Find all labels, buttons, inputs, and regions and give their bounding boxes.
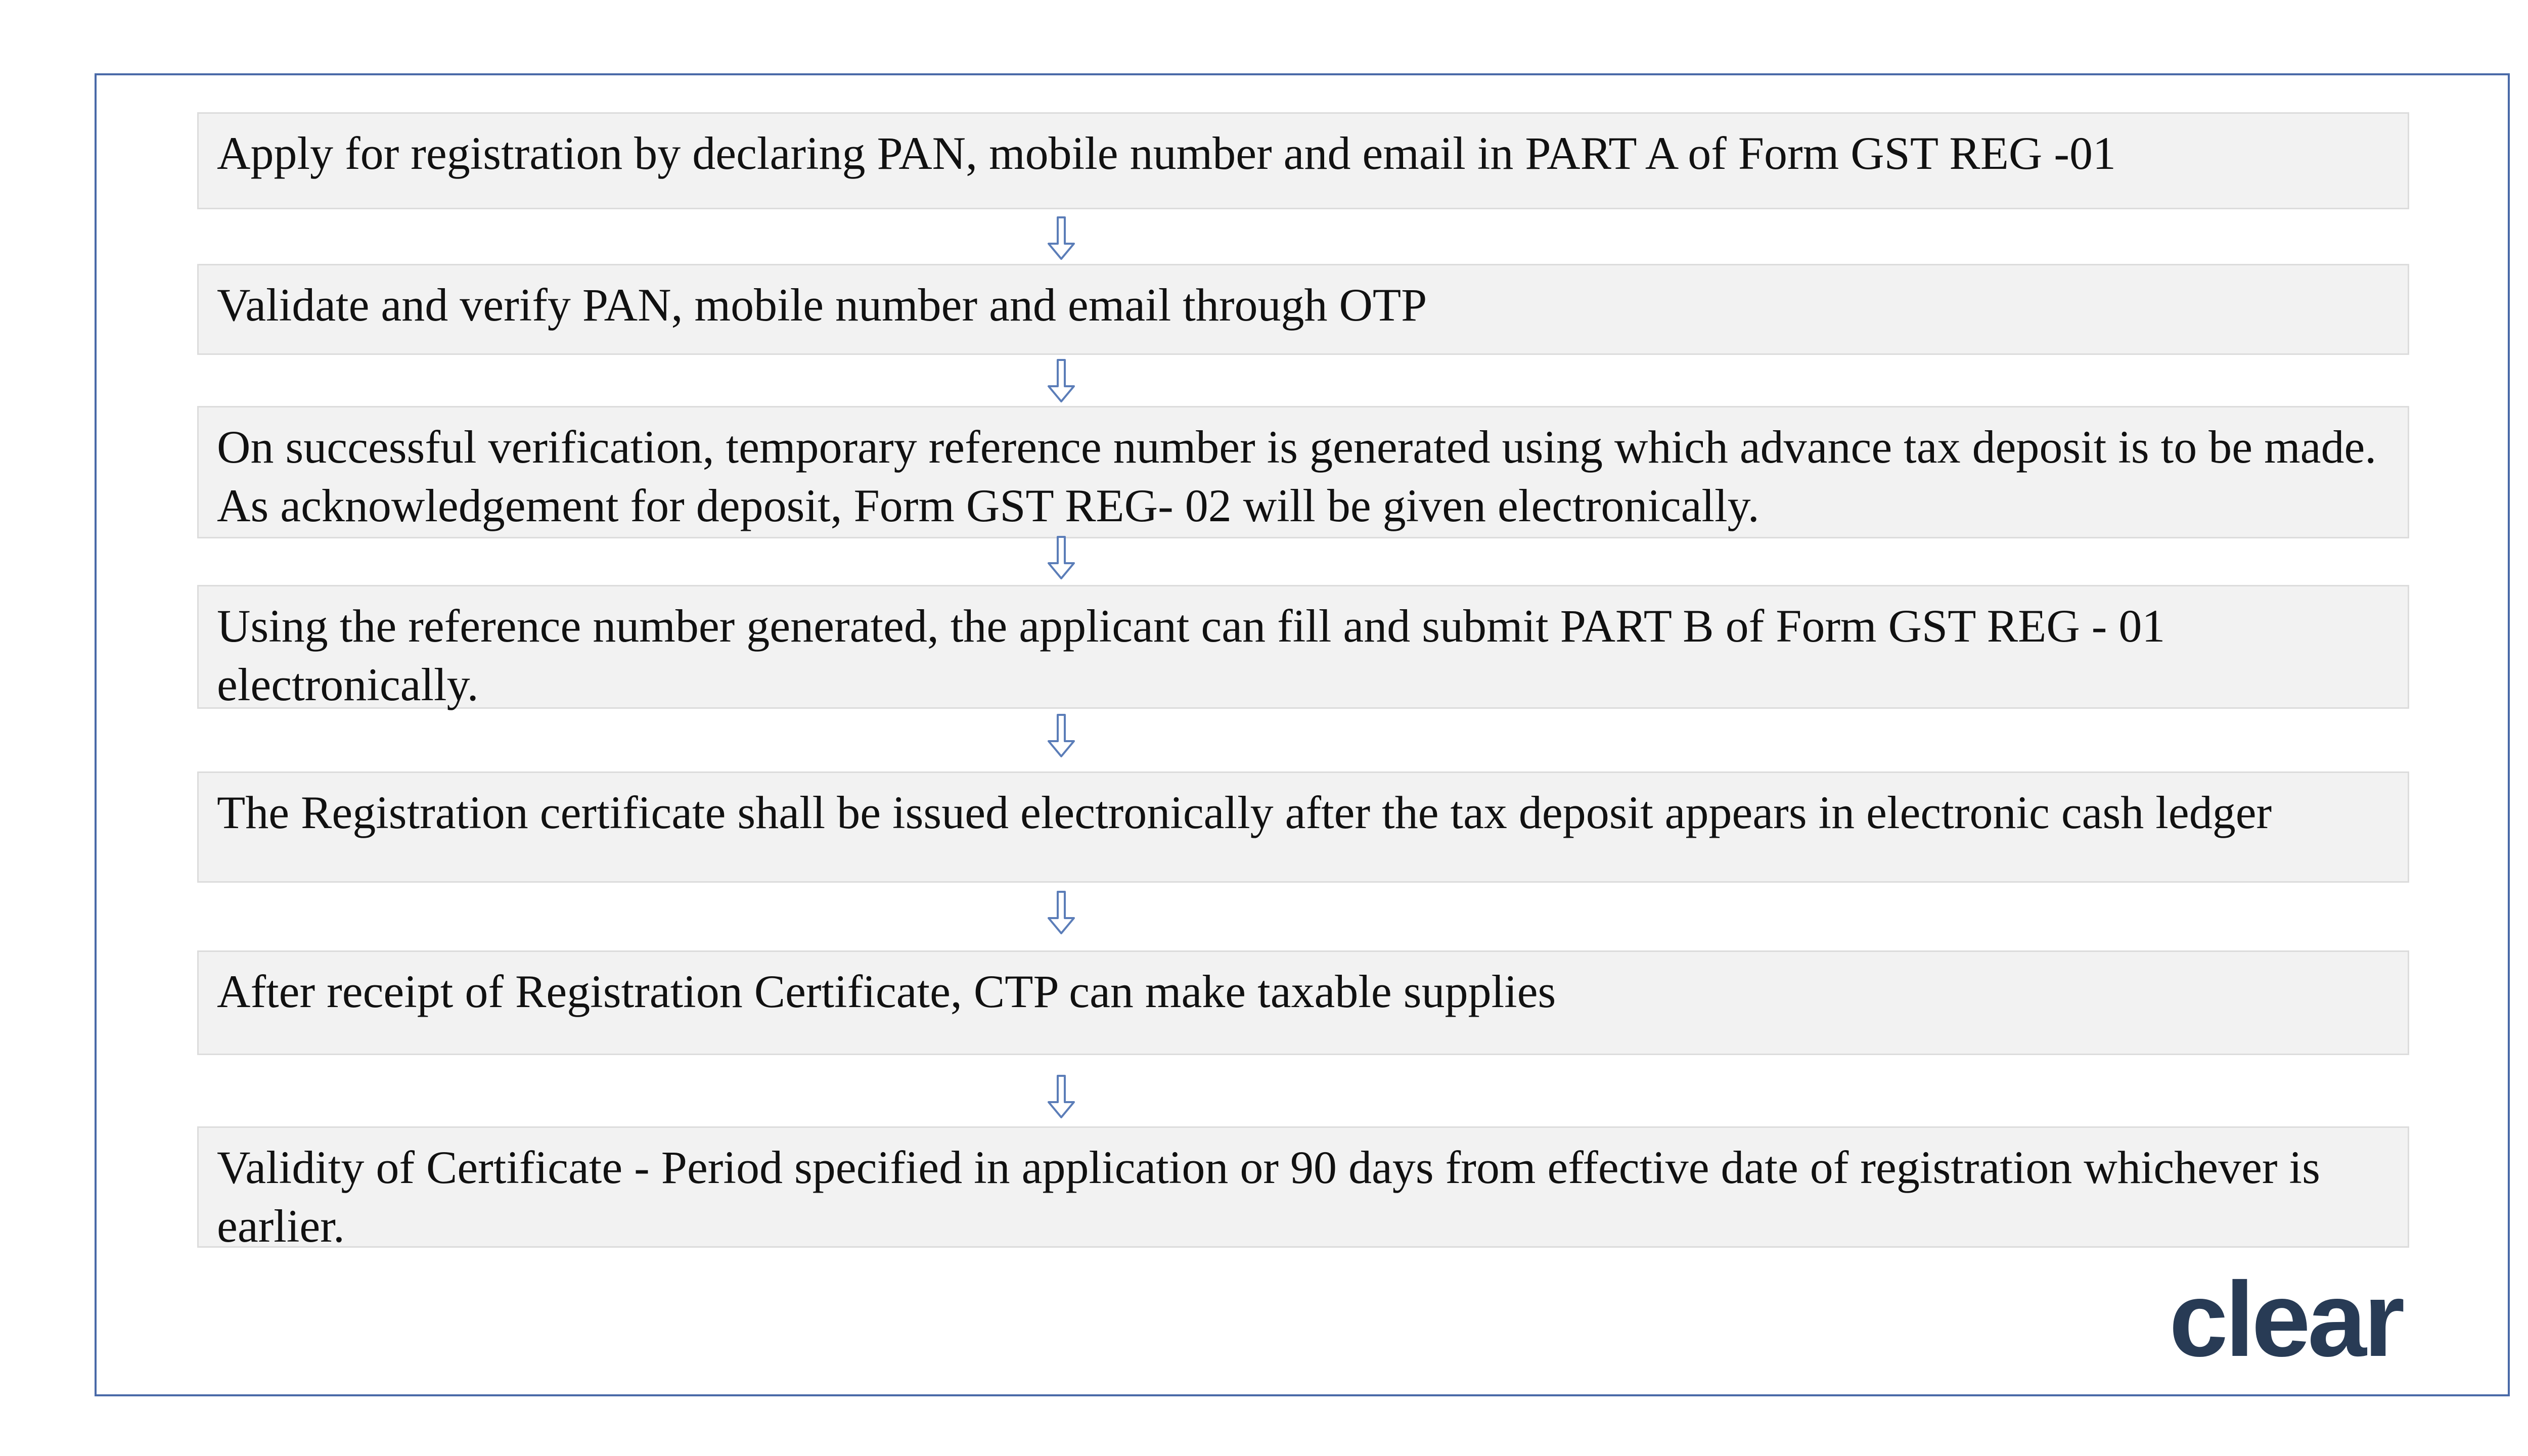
down-arrow-icon bbox=[1044, 535, 1079, 580]
down-arrow-icon bbox=[1044, 215, 1079, 261]
step-box-2: Validate and verify PAN, mobile number and email through OTP bbox=[197, 264, 2409, 355]
clear-logo: clear bbox=[2169, 1260, 2402, 1379]
down-arrow-icon bbox=[1044, 358, 1079, 403]
step-box-1: Apply for registration by declaring PAN, mobile number and email in PART A of Form GST REG -01 bbox=[197, 112, 2409, 209]
step-box-3: On successful verification, temporary reference number is generated using which advance tax deposit is to be made. As acknowledgement for deposit, Form GST REG- 02 will be given electronically. bbox=[197, 406, 2409, 538]
down-arrow-icon bbox=[1044, 890, 1079, 935]
down-arrow-icon bbox=[1044, 1074, 1079, 1119]
step-box-7: Validity of Certificate - Period specified in application or 90 days from effective date of registration whichever is earlier. bbox=[197, 1126, 2409, 1248]
step-box-4: Using the reference number generated, the applicant can fill and submit PART B of Form GST REG - 01 electronically. bbox=[197, 585, 2409, 709]
step-box-5: The Registration certificate shall be issued electronically after the tax deposit appears in electronic cash ledger bbox=[197, 771, 2409, 883]
step-box-6: After receipt of Registration Certificate, CTP can make taxable supplies bbox=[197, 950, 2409, 1055]
down-arrow-icon bbox=[1044, 713, 1079, 758]
